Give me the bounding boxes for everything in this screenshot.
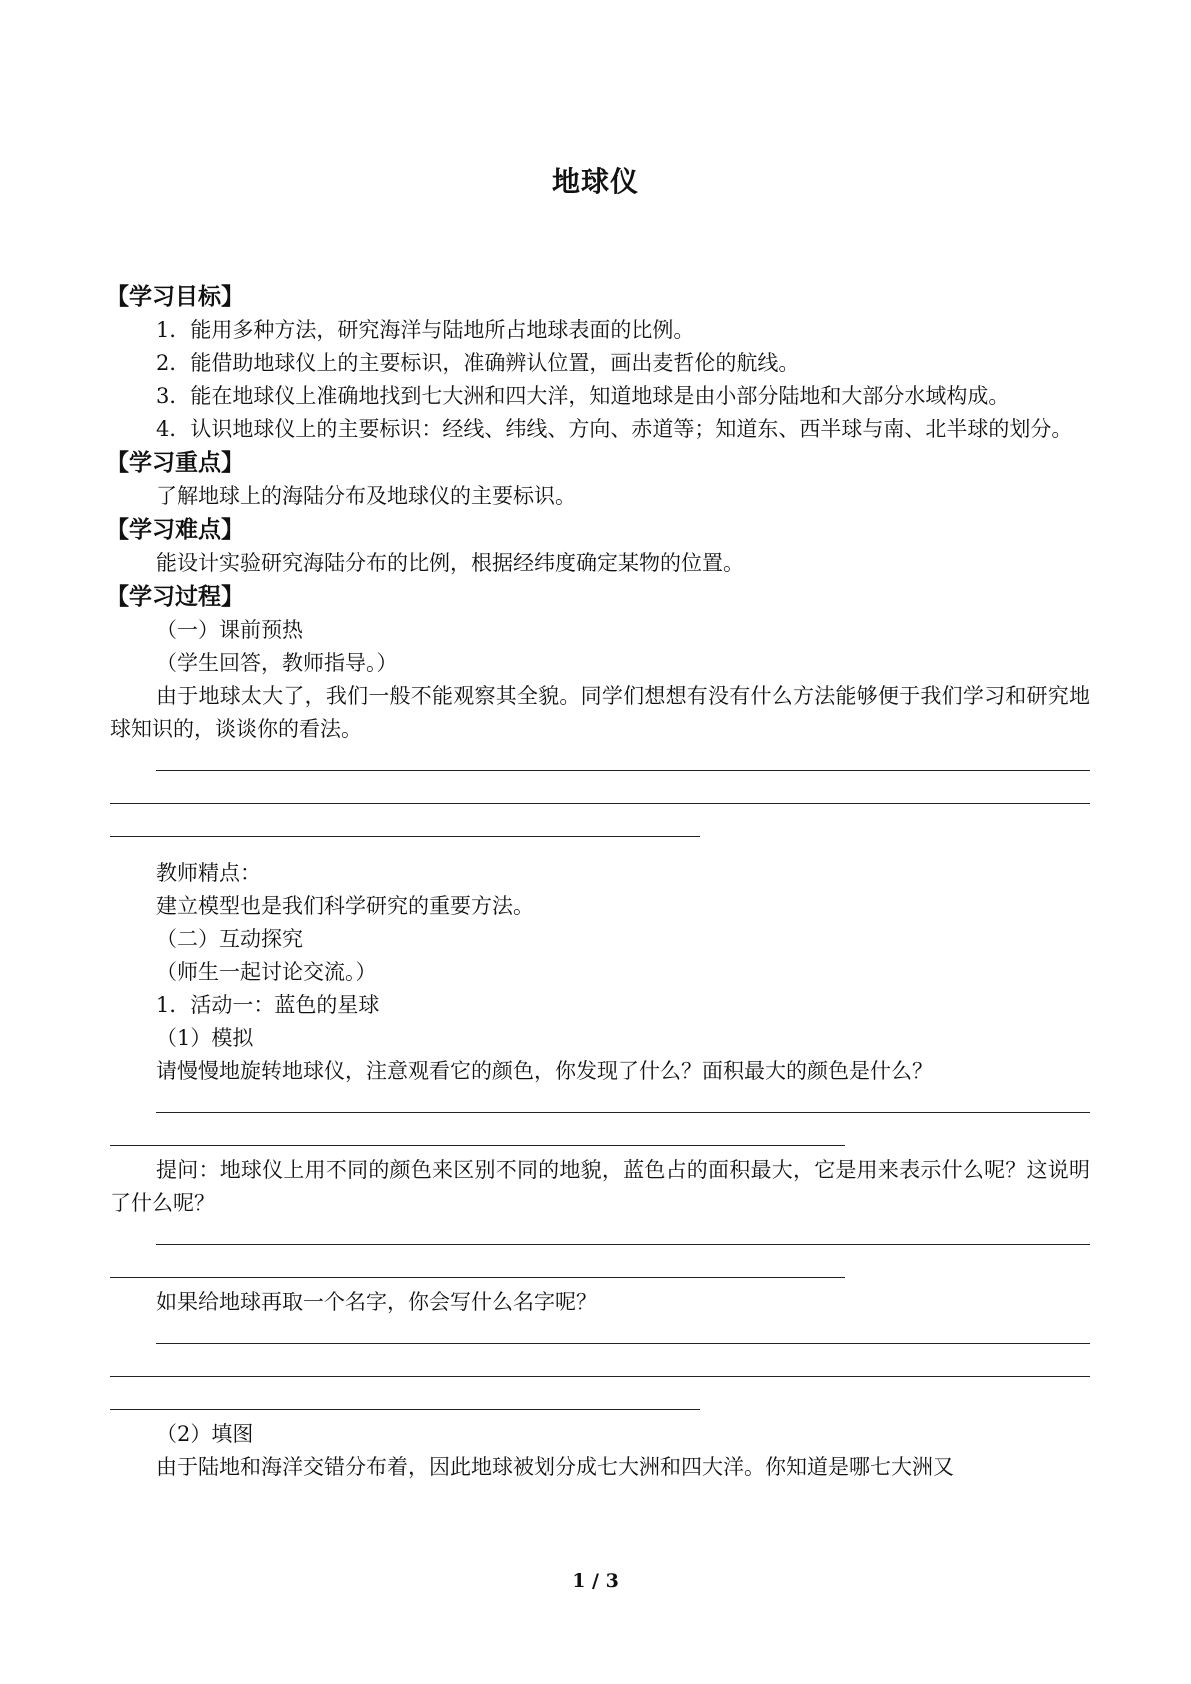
step1-question: 请慢慢地旋转地球仪，注意观看它的颜色，你发现了什么？面积最大的颜色是什么？ — [156, 1059, 933, 1083]
step2-title: （2）填图 — [156, 1422, 254, 1446]
goal-item: 3．能在地球仪上准确地找到七大洲和四大洋，知道地球是由小部分陆地和大部分水域构成。 — [156, 384, 1010, 408]
goal-item: 1．能用多种方法，研究海洋与陆地所占地球表面的比例。 — [156, 318, 695, 342]
part2-title: （二）互动探究 — [156, 927, 303, 951]
step2-text: 由于陆地和海洋交错分布着，因此地球被划分成七大洲和四大洋。你知道是哪七大洲又 — [156, 1455, 954, 1479]
goal-item: 2．能借助地球仪上的主要标识，准确辨认位置，画出麦哲伦的航线。 — [156, 351, 800, 375]
answer-line[interactable] — [110, 812, 1090, 845]
answer-line[interactable] — [110, 1253, 1090, 1286]
difficulty-text: 能设计实验研究海陆分布的比例，根据经纬度确定某物的位置。 — [156, 551, 744, 575]
goal-item: 4．认识地球仪上的主要标识：经线、纬线、方向、赤道等；知道东、西半球与南、北半球的划分。 — [156, 417, 1073, 441]
answer-line[interactable] — [110, 1220, 1090, 1253]
ask-text: 提问：地球仪上用不同的颜色来区别不同的地貌，蓝色占的面积最大，它是用来表示什么呢？这说明了什么呢？ — [110, 1158, 1090, 1215]
process-heading: 【学习过程】 — [106, 584, 244, 610]
difficulty-heading: 【学习难点】 — [106, 517, 244, 543]
part2-note: （师生一起讨论交流。） — [156, 960, 377, 984]
page-title: 地球仪 — [551, 165, 639, 198]
part1-note: （学生回答，教师指导。） — [156, 651, 398, 675]
activity1-title: 1．活动一：蓝色的星球 — [156, 993, 380, 1017]
answer-line[interactable] — [110, 1121, 1090, 1154]
goals-heading: 【学习目标】 — [106, 284, 244, 310]
answer-line[interactable] — [110, 746, 1090, 779]
answer-line[interactable] — [110, 779, 1090, 812]
focus-heading: 【学习重点】 — [106, 450, 244, 476]
answer-line[interactable] — [110, 1352, 1090, 1385]
step1-title: （1）模拟 — [156, 1026, 254, 1050]
focus-text: 了解地球上的海陆分布及地球仪的主要标识。 — [156, 484, 576, 508]
answer-line[interactable] — [110, 1088, 1090, 1121]
page-number: 1 / 3 — [572, 1570, 619, 1592]
part1-title: （一）课前预热 — [156, 618, 303, 642]
document-body — [106, 280, 1090, 1484]
teacher-text: 建立模型也是我们科学研究的重要方法。 — [156, 894, 534, 918]
rename-question: 如果给地球再取一个名字，你会写什么名字呢？ — [156, 1290, 597, 1314]
part1-question: 由于地球太大了，我们一般不能观察其全貌。同学们想想有没有什么方法能够便于我们学习和研究地球知识的，谈谈你的看法。 — [110, 684, 1090, 741]
teacher-label: 教师精点： — [156, 861, 261, 885]
answer-line[interactable] — [110, 1319, 1090, 1352]
answer-line[interactable] — [110, 1385, 1090, 1418]
